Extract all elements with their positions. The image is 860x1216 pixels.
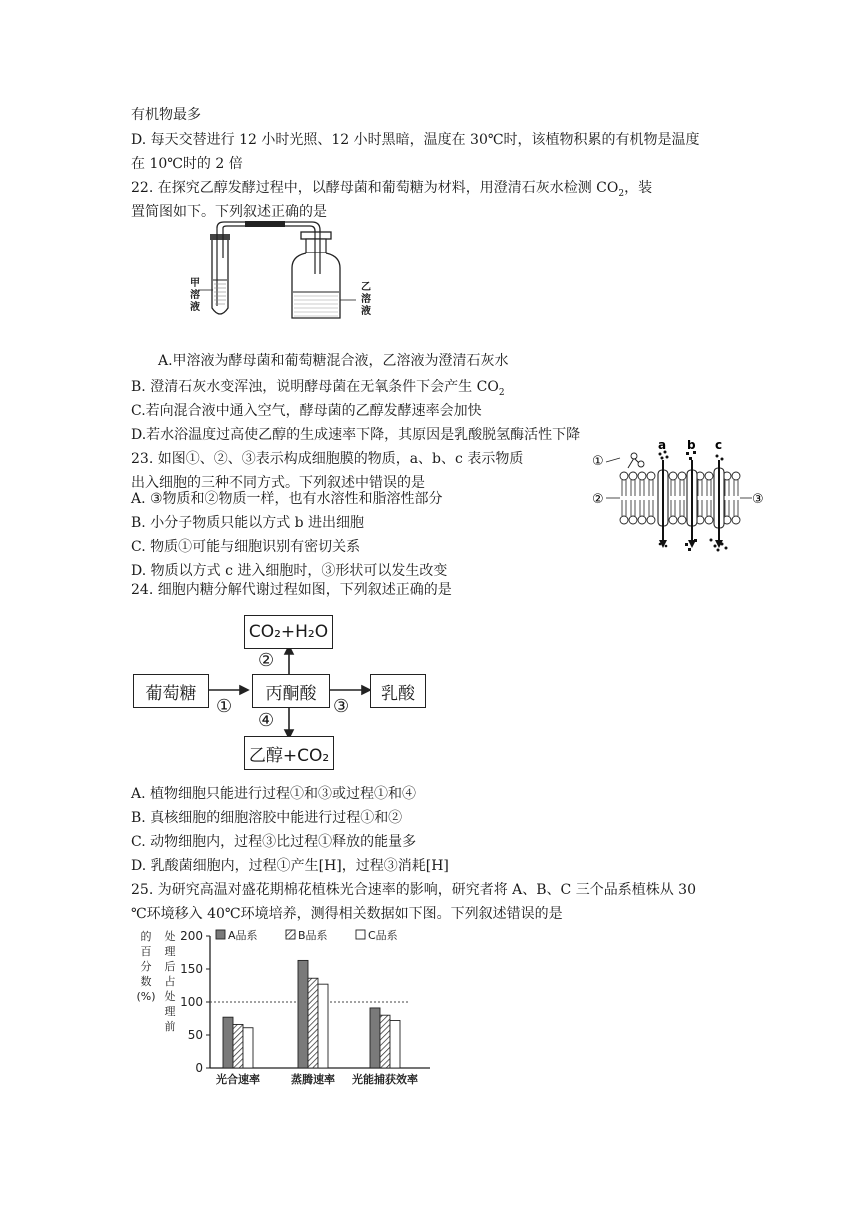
q23-option-a: A. ③物质和②物质一样，也有水溶性和脂溶性部分 [131, 491, 443, 507]
label-yi-solution: 乙 溶 液 [361, 282, 371, 317]
cell-membrane-figure [590, 440, 765, 555]
q25-stem-line2: ℃环境移入 40℃环境培养，测得相关数据如下图。下列叙述错误的是 [131, 906, 563, 922]
legend-label: A品系 [228, 929, 258, 942]
bar [308, 978, 318, 1068]
q23-option-b: B. 小分子物质只能以方式 b 进出细胞 [131, 515, 365, 531]
bar [370, 1008, 380, 1068]
q25-stem-line1: 25. 为研究高温对盛花期棉花植株光合速率的影响，研究者将 A、B、C 三个品系植株从 30 [131, 882, 696, 898]
step-3-label: ③ [333, 696, 350, 717]
q23-stem-line1: 23. 如图①、②、③表示构成细胞膜的物质，a、b、c 表示物质 [131, 451, 524, 467]
q22-option-a: A.甲溶液为酵母菌和葡萄糖混合液，乙溶液为澄清石灰水 [158, 353, 509, 369]
legend-swatch [286, 930, 295, 939]
y-tick-label: 50 [187, 1028, 203, 1042]
bar [223, 1017, 233, 1068]
q22-stem-line2: 置简图如下。下列叙述正确的是 [131, 204, 327, 220]
x-category-label: 光能捕获效率 [352, 1073, 418, 1086]
q23-option-c: C. 物质①可能与细胞识别有密切关系 [131, 539, 361, 555]
bar [243, 1028, 253, 1068]
box-lactate: 乳酸 [370, 674, 426, 708]
q22-stem-line1: 22. 在探究乙醇发酵过程中，以酵母菌和葡萄糖为材料，用澄清石灰水检测 $CO_2$，装 [131, 180, 653, 199]
q21-option-d-line1: D. 每天交替进行 12 小时光照、12 小时黑暗，温度在 30℃时，该植物积累的有机物是温度 [131, 132, 700, 148]
y-axis-label-inner: 理 [164, 1005, 176, 1018]
x-category-label: 蒸腾速率 [291, 1073, 335, 1086]
q22-option-b: B. 澄清石灰水变浑浊，说明酵母菌在无氧条件下会产生 $CO_2$ [131, 379, 505, 398]
q23-stem-line2: 出入细胞的三种不同方式。下列叙述中错误的是 [131, 475, 425, 491]
y-axis-label-outer: (%) [136, 990, 156, 1003]
y-axis-label-outer: 的 [140, 930, 152, 943]
y-axis-label-outer: 分 [140, 960, 152, 973]
fig-label-3: ③ [752, 492, 764, 507]
legend-swatch [216, 930, 225, 939]
fig-label-b: b [687, 440, 696, 452]
bar [318, 984, 328, 1068]
box-glucose: 葡萄糖 [133, 674, 209, 708]
y-axis-label-outer: 数 [140, 975, 152, 988]
q22-option-c: C.若向混合液中通入空气，酵母菌的乙醇发酵速率会加快 [131, 403, 482, 419]
step-2-label: ② [258, 650, 275, 671]
x-category-label: 光合速率 [216, 1073, 260, 1086]
q24-option-d: D. 乳酸菌细胞内，过程①产生[H]，过程③消耗[H] [131, 858, 449, 874]
box-ethanol-co2: 乙醇+CO₂ [244, 736, 334, 770]
legend-label: C品系 [368, 929, 398, 942]
fig-label-2: ② [592, 492, 604, 507]
box-co2-h2o: CO₂+H₂O [244, 615, 333, 649]
label-jia-solution: 甲 溶 液 [190, 278, 200, 313]
bar [390, 1020, 400, 1068]
q24-stem: 24. 细胞内糖分解代谢过程如图，下列叙述正确的是 [131, 582, 452, 598]
q21-option-d-line2: 在 10℃时的 2 倍 [131, 156, 243, 172]
y-tick-label: 150 [180, 962, 203, 976]
q24-option-c: C. 动物细胞内，过程③比过程①释放的能量多 [131, 834, 417, 850]
y-tick-label: 100 [180, 995, 203, 1009]
box-pyruvate: 丙酮酸 [252, 674, 330, 708]
bar [298, 960, 308, 1068]
step-4-label: ④ [258, 710, 275, 731]
y-axis-label-outer: 百 [140, 945, 152, 958]
y-axis-label-inner: 处 [164, 930, 176, 943]
y-tick-label: 0 [195, 1061, 203, 1075]
q24-option-b: B. 真核细胞的细胞溶胶中能进行过程①和② [131, 810, 403, 826]
bar [233, 1024, 243, 1068]
fig-label-a: a [658, 440, 667, 452]
y-axis-label-inner: 后 [164, 960, 176, 973]
legend-swatch [356, 930, 365, 939]
y-axis-label-inner: 占 [164, 975, 176, 988]
q21-continuation: 有机物最多 [131, 107, 201, 123]
legend-label: B品系 [298, 929, 328, 942]
bar-chart [130, 922, 450, 1092]
y-axis-label-inner: 理 [164, 945, 176, 958]
fig-label-1: ① [592, 454, 604, 469]
q24-option-a: A. 植物细胞只能进行过程①和③或过程①和④ [131, 786, 417, 802]
q22-option-d: D.若水浴温度过高使乙醇的生成速率下降，其原因是乳酸脱氢酶活性下降 [131, 427, 581, 443]
fig-label-c: c [715, 440, 723, 452]
y-tick-label: 200 [180, 929, 203, 943]
y-axis-label-inner: 处 [164, 990, 176, 1003]
y-axis-label-inner: 前 [164, 1020, 176, 1033]
q23-option-d: D. 物质以方式 c 进入细胞时，③形状可以发生改变 [131, 563, 448, 579]
step-1-label: ① [216, 696, 233, 717]
bar [380, 1015, 390, 1068]
